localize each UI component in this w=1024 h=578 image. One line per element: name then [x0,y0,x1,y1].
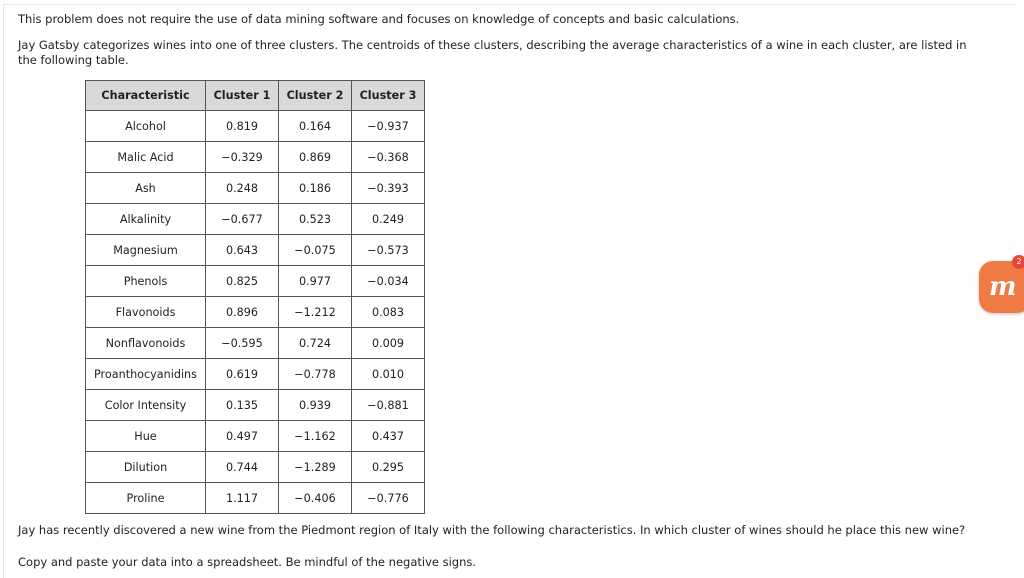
cluster-1-value: 0.135 [206,390,279,421]
cluster-2-value: −1.162 [279,421,352,452]
cluster-2-value: −1.289 [279,452,352,483]
cluster-3-value: 0.249 [352,204,425,235]
characteristic-cell: Nonflavonoids [86,328,206,359]
header-cluster-1: Cluster 1 [206,81,279,111]
characteristic-cell: Hue [86,421,206,452]
cluster-2-value: 0.186 [279,173,352,204]
cluster-1-value: 0.825 [206,266,279,297]
table-row [86,421,425,452]
cluster-3-value: −0.393 [352,173,425,204]
cluster-1-value: 0.248 [206,173,279,204]
cluster-2-value: 0.523 [279,204,352,235]
header-cluster-2: Cluster 2 [279,81,352,111]
table-row [86,204,425,235]
intro-text: This problem does not require the use of data mining software and focuses on knowledge of concepts and basic calculations. [18,12,740,26]
characteristic-cell: Color Intensity [86,390,206,421]
cluster-1-value: −0.595 [206,328,279,359]
cluster-1-value: 0.619 [206,359,279,390]
cluster-3-value: 0.437 [352,421,425,452]
table-row [86,111,425,142]
table-row [86,328,425,359]
cluster-1-value: 0.497 [206,421,279,452]
characteristic-cell: Proline [86,483,206,514]
cluster-1-value: 0.896 [206,297,279,328]
table-row [86,390,425,421]
description-text: Jay Gatsby categorizes wines into one of three clusters. The centroids of these clusters, describing the average characteristics of a wine in each cluster, are listed in the following table. [18,38,967,67]
problem-content [3,4,1016,578]
cluster-2-value: −0.778 [279,359,352,390]
cluster-2-value: −0.075 [279,235,352,266]
instruction-text: Copy and paste your data into a spreadsheet. Be mindful of the negative signs. [18,555,477,569]
characteristic-cell: Malic Acid [86,142,206,173]
characteristic-cell: Phenols [86,266,206,297]
characteristic-cell: Alkalinity [86,204,206,235]
cluster-3-value: −0.776 [352,483,425,514]
table-row [86,235,425,266]
table-row [86,297,425,328]
cluster-1-value: 1.117 [206,483,279,514]
cluster-2-value: 0.724 [279,328,352,359]
question-text: Jay has recently discovered a new wine from the Piedmont region of Italy with the following characteristics. In which cluster of wines should he place this new wine? [18,523,966,537]
table-row [86,266,425,297]
cluster-3-value: 0.010 [352,359,425,390]
characteristic-cell: Ash [86,173,206,204]
cluster-2-value: 0.977 [279,266,352,297]
table-row [86,142,425,173]
cluster-3-value: −0.937 [352,111,425,142]
app-badge[interactable] [979,257,1024,313]
table-row [86,483,425,514]
characteristic-cell: Proanthocyanidins [86,359,206,390]
header-characteristic: Characteristic [86,81,206,111]
characteristic-cell: Magnesium [86,235,206,266]
cluster-1-value: −0.677 [206,204,279,235]
table-header-row [86,81,425,111]
notification-count: 2 [1012,255,1024,269]
cluster-3-value: −0.034 [352,266,425,297]
cluster-3-value: 0.083 [352,297,425,328]
cluster-2-value: 0.869 [279,142,352,173]
cluster-1-value: 0.744 [206,452,279,483]
cluster-1-value: 0.643 [206,235,279,266]
centroids-table [85,80,425,514]
cluster-2-value: 0.164 [279,111,352,142]
table-row [86,452,425,483]
cluster-2-value: 0.939 [279,390,352,421]
m-logo-icon: m [989,272,1017,302]
characteristic-cell: Alcohol [86,111,206,142]
characteristic-cell: Flavonoids [86,297,206,328]
table-row [86,173,425,204]
characteristic-cell: Dilution [86,452,206,483]
cluster-2-value: −1.212 [279,297,352,328]
cluster-3-value: −0.881 [352,390,425,421]
cluster-2-value: −0.406 [279,483,352,514]
cluster-3-value: 0.295 [352,452,425,483]
cluster-3-value: −0.573 [352,235,425,266]
cluster-1-value: −0.329 [206,142,279,173]
cluster-3-value: −0.368 [352,142,425,173]
table-row [86,359,425,390]
cluster-3-value: 0.009 [352,328,425,359]
cluster-1-value: 0.819 [206,111,279,142]
header-cluster-3: Cluster 3 [352,81,425,111]
